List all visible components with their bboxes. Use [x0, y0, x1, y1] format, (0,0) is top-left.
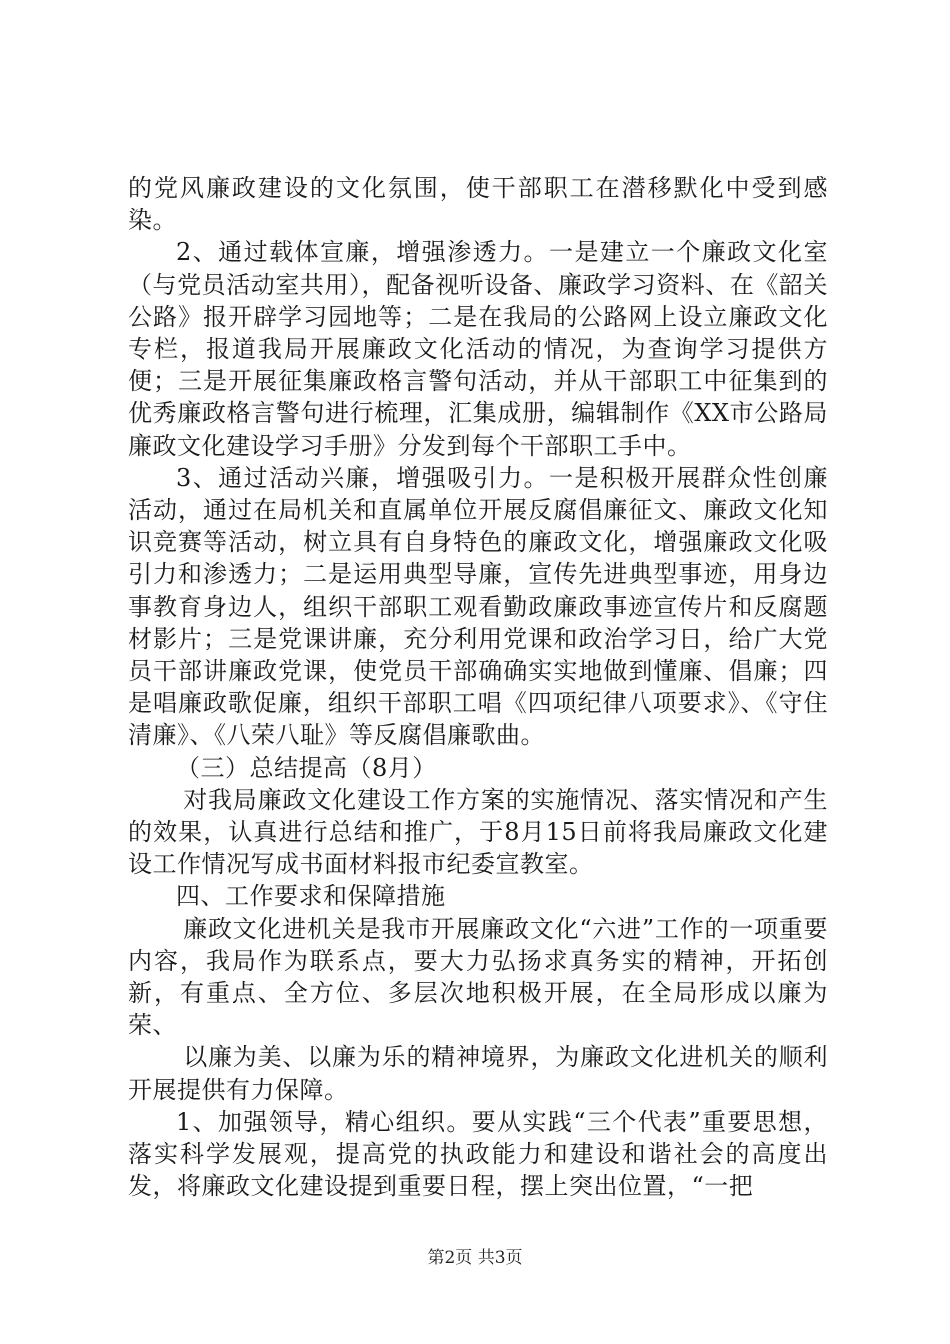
section-heading-summary: （三）总结提高（8月）	[176, 753, 437, 782]
page-footer: 第2页 共3页	[427, 1248, 523, 1268]
paragraph-6: 以廉为美、以廉为乐的精神境界，为廉政文化进机关的顺利开展提供有力保障。	[128, 1043, 828, 1104]
paragraph-5: 廉政文化进机关是我市开展廉政文化“六进”工作的一项重要内容，我局作为联系点，要大力弘扬求真务实的精神，开拓创新，有重点、全方位、多层次地积极开展，在全局形成以廉为荣、	[128, 914, 828, 1040]
paragraph-2: 2、通过载体宣廉，增强渗透力。一是建立一个廉政文化室（与党员活动室共用），配备视听设备、廉政学习资料、在《韶关公路》报开辟学习园地等；二是在我局的公路网上设立廉政文化专栏，报道我局开展廉政文化活动的情况，为查询学习提供方便；三是开展征集廉政格言警句活动，并从干部职工中征集到的优秀廉政格言警句进行梳理，汇集成册，编辑制作《XX市公路局廉政文化建设学习手册》分发到每个干部职工手中。	[128, 238, 828, 460]
paragraph-7: 1、加强领导，精心组织。要从实践“三个代表”重要思想，落实科学发展观，提高党的执政能力和建设和谐社会的高度出发，将廉政文化建设提到重要日程，摆上突出位置，“一把	[128, 1107, 828, 1201]
section-heading-requirements: 四、工作要求和保障措施	[176, 882, 446, 911]
document-body	[128, 172, 828, 1203]
paragraph-4: 对我局廉政文化建设工作方案的实施情况、落实情况和产生的效果，认真进行总结和推广，于8月15日前将我局廉政文化建设工作情况写成书面材料报市纪委宣教室。	[128, 785, 828, 879]
paragraph-3: 3、通过活动兴廉，增强吸引力。一是积极开展群众性创廉活动，通过在局机关和直属单位开展反腐倡廉征文、廉政文化知识竞赛等活动，树立具有自身特色的廉政文化，增强廉政文化吸引力和渗透力；二是运用典型导廉，宣传先进典型事迹，用身边事教育身边人，组织干部职工观看勤政廉政事迹宣传片和反腐题材影片；三是党课讲廉，充分利用党课和政治学习日，给广大党员干部讲廉政党课，使党员干部确确实实地做到懂廉、倡廉；四是唱廉政歌促廉，组织干部职工唱《四项纪律八项要求》、《守住清廉》、《八荣八耻》等反腐倡廉歌曲。	[128, 463, 828, 750]
paragraph-1: 的党风廉政建设的文化氛围，使干部职工在潜移默化中受到感染。	[128, 174, 828, 235]
